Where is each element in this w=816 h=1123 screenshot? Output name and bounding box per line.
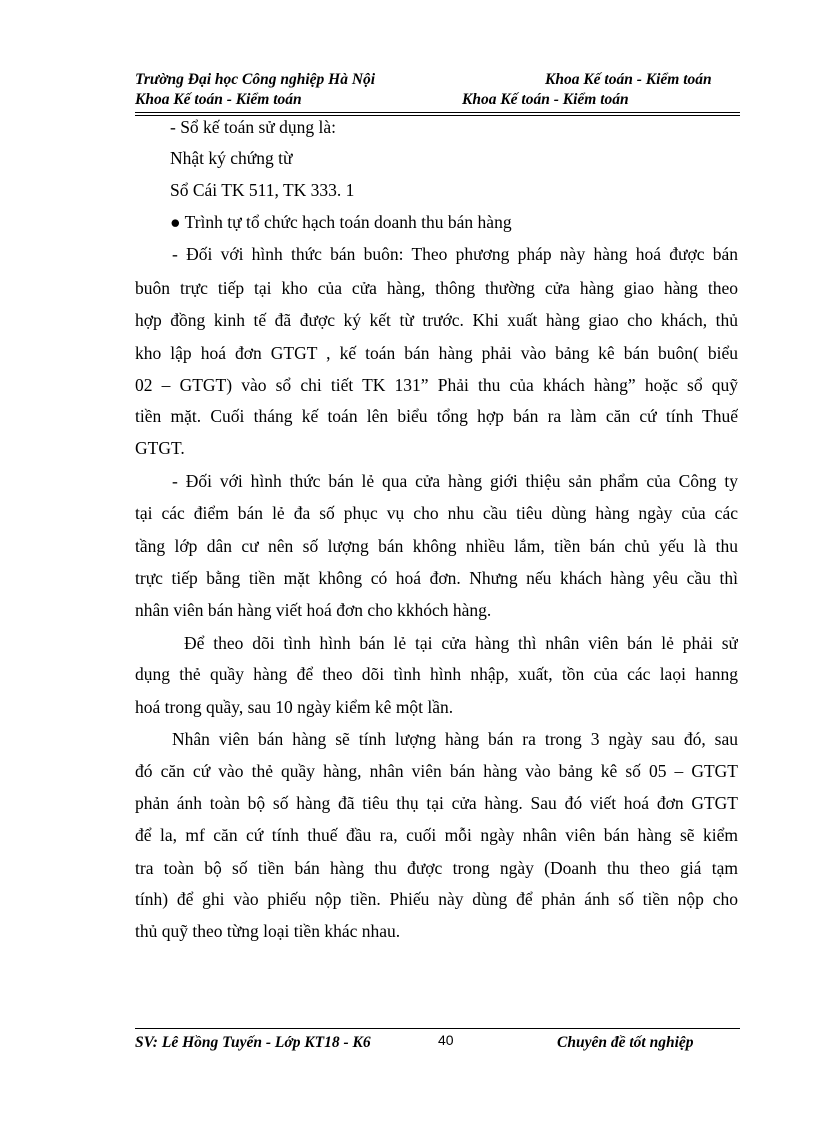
body-line: hợp đồng kinh tế đã được ký kết từ trước. Khi xuất hàng giao cho khách, thủ: [135, 310, 738, 330]
body-line: - Sổ kế toán sử dụng là:: [170, 117, 336, 137]
body-line: ● Trình tự tổ chức hạch toán doanh thu bán hàng: [170, 212, 512, 232]
header-faculty-left: Khoa Kế toán - Kiểm toán: [135, 91, 302, 108]
footer-student: SV: Lê Hồng Tuyến - Lớp KT18 - K6: [135, 1034, 371, 1051]
body-line: hoá trong quầy, sau 10 ngày kiểm kê một lần.: [135, 697, 454, 717]
page-number: 40: [438, 1032, 454, 1048]
body-line: Nhân viên bán hàng sẽ tính lượng hàng bán ra trong 3 ngày sau đó, sau: [172, 729, 738, 749]
body-line: kho lập hoá đơn GTGT , kế toán bán hàng phải vào bảng kê bán buôn( biểu: [135, 343, 738, 363]
body-line: tại các điểm bán lẻ đa số phục vụ cho nhu cầu tiêu dùng hàng ngày của các: [135, 503, 738, 523]
body-line: thủ quỹ theo từng loại tiền khác nhau.: [135, 921, 401, 941]
header-school: Trường Đại học Công nghiệp Hà Nội: [135, 71, 376, 88]
body-line: Nhật ký chứng từ: [170, 148, 293, 168]
body-line: buôn trực tiếp tại kho của cửa hàng, thông thường cửa hàng giao hàng theo: [135, 278, 738, 298]
body-line: - Đối với hình thức bán lẻ qua cửa hàng giới thiệu sản phẩm của Công ty: [172, 471, 738, 491]
body-line: nhân viên bán hàng viết hoá đơn cho kkhóch hàng.: [135, 600, 492, 620]
body-line: đó căn cứ vào thẻ quầy hàng, nhân viên bán hàng vào bảng kê số 05 – GTGT: [135, 761, 738, 781]
body-line: Sổ Cái TK 511, TK 333. 1: [170, 180, 355, 200]
body-line: dụng thẻ quầy hàng để theo dõi tình hình nhập, xuất, tồn của các laọi hanng: [135, 664, 738, 684]
body-line: - Đối với hình thức bán buôn: Theo phương pháp này hàng hoá được bán: [172, 244, 738, 264]
body-line: tầng lớp dân cư nên số lượng bán không nhiều lắm, tiền bán chủ yếu là thu: [135, 536, 738, 556]
footer-rule: [135, 1028, 740, 1029]
body-line: 02 – GTGT) vào sổ chi tiết TK 131” Phải thu của khách hàng” hoặc sổ quỹ: [135, 375, 738, 395]
header-faculty-center: Khoa Kế toán - Kiểm toán: [462, 91, 629, 108]
body-line: trực tiếp bằng tiền mặt không có hoá đơn. Nhưng nếu khách hàng yêu cầu thì: [135, 568, 738, 588]
footer-report-type: Chuyên đề tốt nghiệp: [557, 1034, 694, 1051]
header-faculty-right: Khoa Kế toán - Kiểm toán: [545, 71, 712, 88]
body-line: để la, mf căn cứ tính thuế đầu ra, cuối mỗi ngày nhân viên bán hàng sẽ kiểm: [135, 825, 738, 845]
body-line: GTGT.: [135, 438, 185, 458]
body-line: tính) để ghi vào phiếu nộp tiền. Phiếu này dùng để phản ánh số tiền nộp cho: [135, 889, 738, 909]
body-line: Để theo dõi tình hình bán lẻ tại cửa hàng thì nhân viên bán lẻ phải sử: [184, 633, 738, 653]
body-line: phản ánh toàn bộ số hàng đã tiêu thụ tại cửa hàng. Sau đó viết hoá đơn GTGT: [135, 793, 738, 813]
body-line: tra toàn bộ số tiền bán hàng thu được trong ngày (Doanh thu theo giá tạm: [135, 858, 738, 878]
body-line: tiền mặt. Cuối tháng kế toán lên biểu tổng hợp bán ra làm căn cứ tính Thuế: [135, 406, 738, 426]
